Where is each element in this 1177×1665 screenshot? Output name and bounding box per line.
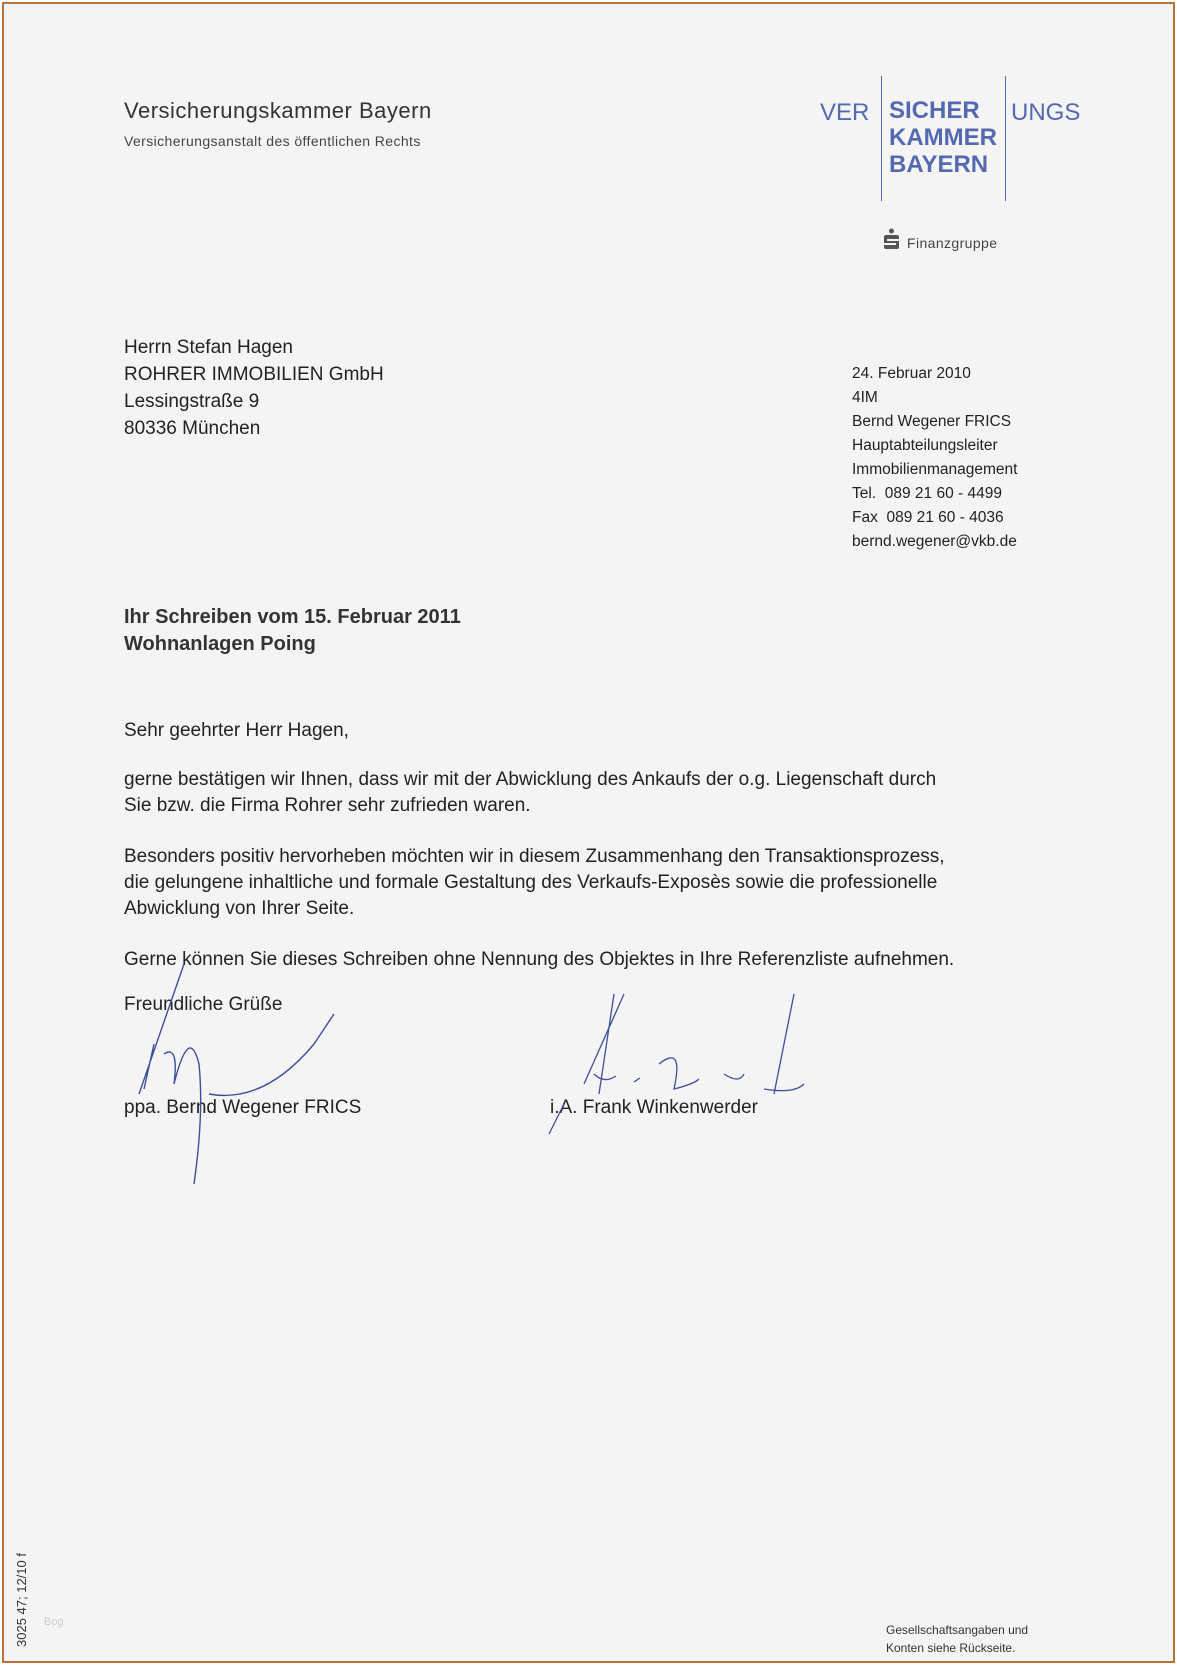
paragraph-line: gerne bestätigen wir Ihnen, dass wir mit der Abwicklung des Ankaufs der o.g. Liegenschaft durch xyxy=(124,769,937,790)
footer-note xyxy=(886,1621,1028,1657)
logo-kammer: KAMMER xyxy=(889,124,997,151)
footer-line: Konten siehe Rückseite. xyxy=(886,1641,1016,1655)
logo-sicher: SICHER xyxy=(889,97,980,124)
paragraph-line: Abwicklung von Ihrer Seite. xyxy=(124,898,355,919)
salutation: Sehr geehrter Herr Hagen, xyxy=(124,720,349,741)
signature-wegener xyxy=(139,964,334,1184)
reference: 4IM xyxy=(852,389,878,406)
subject-line: Wohnanlagen Poing xyxy=(124,633,316,655)
form-code: 3025 47; 12/10 f xyxy=(14,1553,29,1647)
sender-fax: Fax 089 21 60 - 4036 xyxy=(852,509,1004,526)
recipient-line: Lessingstraße 9 xyxy=(124,391,260,412)
logo-ungs: UNGS xyxy=(1011,99,1081,126)
paragraph-line: Besonders positiv hervorheben möchten wir in diesem Zusammenhang den Transaktionsprozess, xyxy=(124,846,945,867)
paragraph: Gerne können Sie dieses Schreiben ohne Nennung des Objektes in Ihre Referenzliste aufnehmen. xyxy=(124,949,955,970)
signatures xyxy=(4,4,1173,1661)
recipient-line: 80336 München xyxy=(124,418,261,439)
footer-line: Gesellschaftsangaben und xyxy=(886,1623,1029,1637)
sender-department: Immobilienmanagement xyxy=(852,461,1018,478)
sender-phone: Tel. 089 21 60 - 4499 xyxy=(852,485,1002,502)
letterhead-company: Versicherungskammer Bayern xyxy=(124,98,432,123)
sender-title: Hauptabteilungsleiter xyxy=(852,437,998,454)
recipient-line: ROHRER IMMOBILIEN GmbH xyxy=(124,364,384,385)
finanzgruppe-label: Finanzgruppe xyxy=(907,235,998,251)
letter-page xyxy=(2,2,1175,1663)
signatory-1: ppa. Bernd Wegener FRICS xyxy=(124,1097,362,1118)
sender-name: Bernd Wegener FRICS xyxy=(852,413,1012,430)
closing: Freundliche Grüße xyxy=(124,994,283,1015)
subject-line: Ihr Schreiben vom 15. Februar 2011 xyxy=(124,606,461,628)
signatory-2: i.A. Frank Winkenwerder xyxy=(550,1097,759,1118)
signature-winkenwerder xyxy=(549,994,804,1134)
margin-note: Bog xyxy=(44,1616,64,1628)
logo-bayern: BAYERN xyxy=(889,151,989,178)
logo-ver: VER xyxy=(820,99,870,126)
letter-date: 24. Februar 2010 xyxy=(852,365,971,382)
paragraph-line: Sie bzw. die Firma Rohrer sehr zufrieden waren. xyxy=(124,795,531,816)
sender-email: bernd.wegener@vkb.de xyxy=(852,533,1017,550)
paragraph-line: die gelungene inhaltliche und formale Gestaltung des Verkaufs-Exposès sowie die professionelle xyxy=(124,872,938,893)
letterhead-subtitle: Versicherungsanstalt des öffentlichen Rechts xyxy=(124,133,421,149)
recipient-line: Herrn Stefan Hagen xyxy=(124,337,293,358)
